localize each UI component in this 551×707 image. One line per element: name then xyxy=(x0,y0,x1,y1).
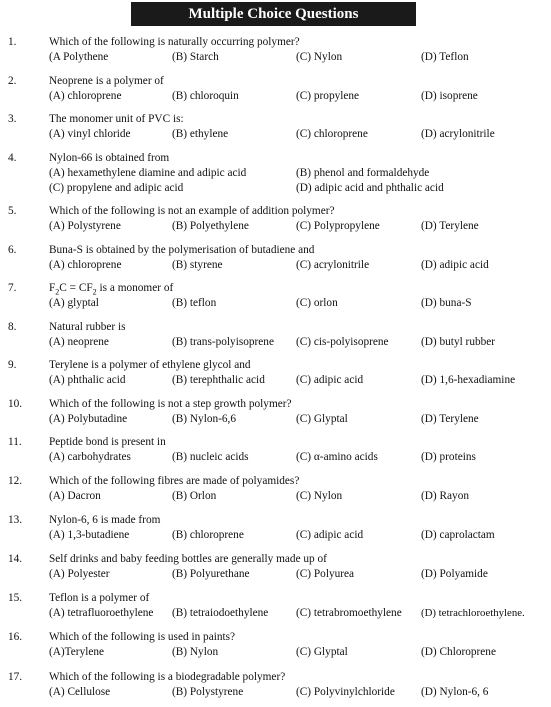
question-text: Self drinks and baby feeding bottles are generally made up of xyxy=(49,553,327,565)
option-b: (B) Starch xyxy=(172,51,219,63)
question-text: Which of the following is naturally occurring polymer? xyxy=(49,36,300,48)
option-d: (D) adipic acid xyxy=(421,259,489,271)
question-text: Which of the following is used in paints? xyxy=(49,631,236,643)
option-a: (A) glyptal xyxy=(49,297,99,309)
option-c: (C) adipic acid xyxy=(296,374,364,386)
question-number: 4. xyxy=(8,152,17,164)
option-d: (D) Rayon xyxy=(421,490,470,502)
option-c: (C) Polyurea xyxy=(296,568,355,580)
question-text: Which of the following fibres are made of polyamides? xyxy=(49,475,300,487)
question-number: 9. xyxy=(8,359,17,371)
option-d: (D) tetrachloroethylene. xyxy=(421,607,525,619)
option-c: (C) cis-polyisoprene xyxy=(296,336,389,348)
question-number: 5. xyxy=(8,205,17,217)
option-a: (A) Polyester xyxy=(49,568,110,580)
option-a: (A Polythene xyxy=(49,51,109,63)
option-b: (B) Polystyrene xyxy=(172,686,244,698)
question-number: 15. xyxy=(8,592,23,604)
option-b: (B) chloroquin xyxy=(172,90,239,102)
option-d: (D) Nylon-6, 6 xyxy=(421,686,489,698)
question-2 xyxy=(0,74,551,110)
option-d: (D) buna-S xyxy=(421,297,472,309)
question-number: 17. xyxy=(8,671,23,683)
option-c: (C) Nylon xyxy=(296,490,343,502)
question-number: 7. xyxy=(8,282,17,294)
option-b: (B) chloroprene xyxy=(172,529,244,541)
option-c: (C) Nylon xyxy=(296,51,343,63)
question-text: Teflon is a polymer of xyxy=(49,592,150,604)
question-text: Peptide bond is present in xyxy=(49,436,166,448)
option-a: (A) carbohydrates xyxy=(49,451,131,463)
option-a: (A) tetrafluoroethylene xyxy=(49,607,154,619)
option-d: (D) adipic acid and phthalic acid xyxy=(296,182,444,194)
option-d: (D) butyl rubber xyxy=(421,336,496,348)
question-text: Natural rubber is xyxy=(49,321,126,333)
option-d: (D) proteins xyxy=(421,451,476,463)
question-11 xyxy=(0,435,551,471)
question-7 xyxy=(0,281,551,317)
question-16 xyxy=(0,630,551,666)
question-text: Nylon-6, 6 is made from xyxy=(49,514,161,526)
question-text: Which of the following is not a step growth polymer? xyxy=(49,398,292,410)
option-d: (D) Chloroprene xyxy=(421,646,496,658)
option-c: (C) Glyptal xyxy=(296,646,348,658)
option-a: (A) vinyl chloride xyxy=(49,128,131,140)
question-number: 11. xyxy=(8,436,22,448)
question-13 xyxy=(0,513,551,549)
question-4 xyxy=(0,151,551,197)
question-text: Neoprene is a polymer of xyxy=(49,75,164,87)
option-c: (C) orlon xyxy=(296,297,338,309)
option-c: (C) acrylonitrile xyxy=(296,259,370,271)
option-a: (A) chloroprene xyxy=(49,90,122,102)
option-b: (B) styrene xyxy=(172,259,223,271)
option-b: (B) ethylene xyxy=(172,128,229,140)
question-12 xyxy=(0,474,551,510)
option-a: (A)Terylene xyxy=(49,646,105,658)
option-d: (D) Terylene xyxy=(421,413,479,425)
option-b: (B) Polyurethane xyxy=(172,568,250,580)
question-5 xyxy=(0,204,551,240)
question-text: $F_2C = CF_2$ is a monomer of xyxy=(49,282,174,297)
question-number: 2. xyxy=(8,75,17,87)
option-a: (A) chloroprene xyxy=(49,259,122,271)
option-b: (B) tetraiodoethylene xyxy=(172,607,269,619)
question-number: 1. xyxy=(8,36,17,48)
question-number: 16. xyxy=(8,631,23,643)
question-10 xyxy=(0,397,551,433)
option-a: (A) hexamethylene diamine and adipic acid xyxy=(49,167,247,179)
question-number: 3. xyxy=(8,113,17,125)
option-b: (B) trans-polyisoprene xyxy=(172,336,274,348)
question-number: 13. xyxy=(8,514,23,526)
question-15 xyxy=(0,591,551,627)
option-c: (C) Polypropylene xyxy=(296,220,380,232)
question-1 xyxy=(0,35,551,71)
question-text: Terylene is a polymer of ethylene glycol and xyxy=(49,359,251,371)
question-text: Which of the following is not an example of addition polymer? xyxy=(49,205,335,217)
question-text: Which of the following is a biodegradable polymer? xyxy=(49,671,286,683)
option-c: (C) chloroprene xyxy=(296,128,368,140)
option-b: (B) Nylon-6,6 xyxy=(172,413,237,425)
option-c: (C) tetrabromoethylene xyxy=(296,607,402,619)
question-number: 8. xyxy=(8,321,17,333)
option-c: (C) adipic acid xyxy=(296,529,364,541)
question-9 xyxy=(0,358,551,394)
option-d: (D) Terylene xyxy=(421,220,479,232)
question-number: 10. xyxy=(8,398,23,410)
option-c: (C) Glyptal xyxy=(296,413,348,425)
option-d: (D) isoprene xyxy=(421,90,478,102)
option-d: (D) 1,6-hexadiamine xyxy=(421,374,516,386)
question-6 xyxy=(0,243,551,279)
option-a: (A) Dacron xyxy=(49,490,101,502)
option-b: (B) phenol and formaldehyde xyxy=(296,167,430,179)
option-b: (B) nucleic acids xyxy=(172,451,249,463)
option-b: (B) teflon xyxy=(172,297,217,309)
option-c: (C) Polyvinylchloride xyxy=(296,686,395,698)
option-a: (A) neoprene xyxy=(49,336,109,348)
option-b: (B) Polyethylene xyxy=(172,220,249,232)
option-a: (A) Cellulose xyxy=(49,686,111,698)
page-title: Multiple Choice Questions xyxy=(131,2,416,26)
option-c: (C) propylene xyxy=(296,90,360,102)
option-d: (D) Teflon xyxy=(421,51,469,63)
question-3 xyxy=(0,112,551,148)
option-d: (D) caprolactam xyxy=(421,529,495,541)
option-b: (B) Orlon xyxy=(172,490,217,502)
question-8 xyxy=(0,320,551,356)
option-c: (C) propylene and adipic acid xyxy=(49,182,184,194)
option-a: (A) Polystyrene xyxy=(49,220,121,232)
option-c: (C) α-amino acids xyxy=(296,451,378,463)
option-d: (D) Polyamide xyxy=(421,568,488,580)
question-17 xyxy=(0,670,551,706)
question-14 xyxy=(0,552,551,588)
question-number: 6. xyxy=(8,244,17,256)
option-a: (A) 1,3-butadiene xyxy=(49,529,130,541)
question-number: 12. xyxy=(8,475,23,487)
question-text: The monomer unit of PVC is: xyxy=(49,113,184,125)
option-b: (B) Nylon xyxy=(172,646,219,658)
option-d: (D) acrylonitrile xyxy=(421,128,495,140)
option-b: (B) terephthalic acid xyxy=(172,374,265,386)
question-number: 14. xyxy=(8,553,23,565)
question-text: Buna-S is obtained by the polymerisation of butadiene and xyxy=(49,244,315,256)
option-a: (A) Polybutadine xyxy=(49,413,128,425)
option-a: (A) phthalic acid xyxy=(49,374,126,386)
question-text: Nylon-66 is obtained from xyxy=(49,152,170,164)
